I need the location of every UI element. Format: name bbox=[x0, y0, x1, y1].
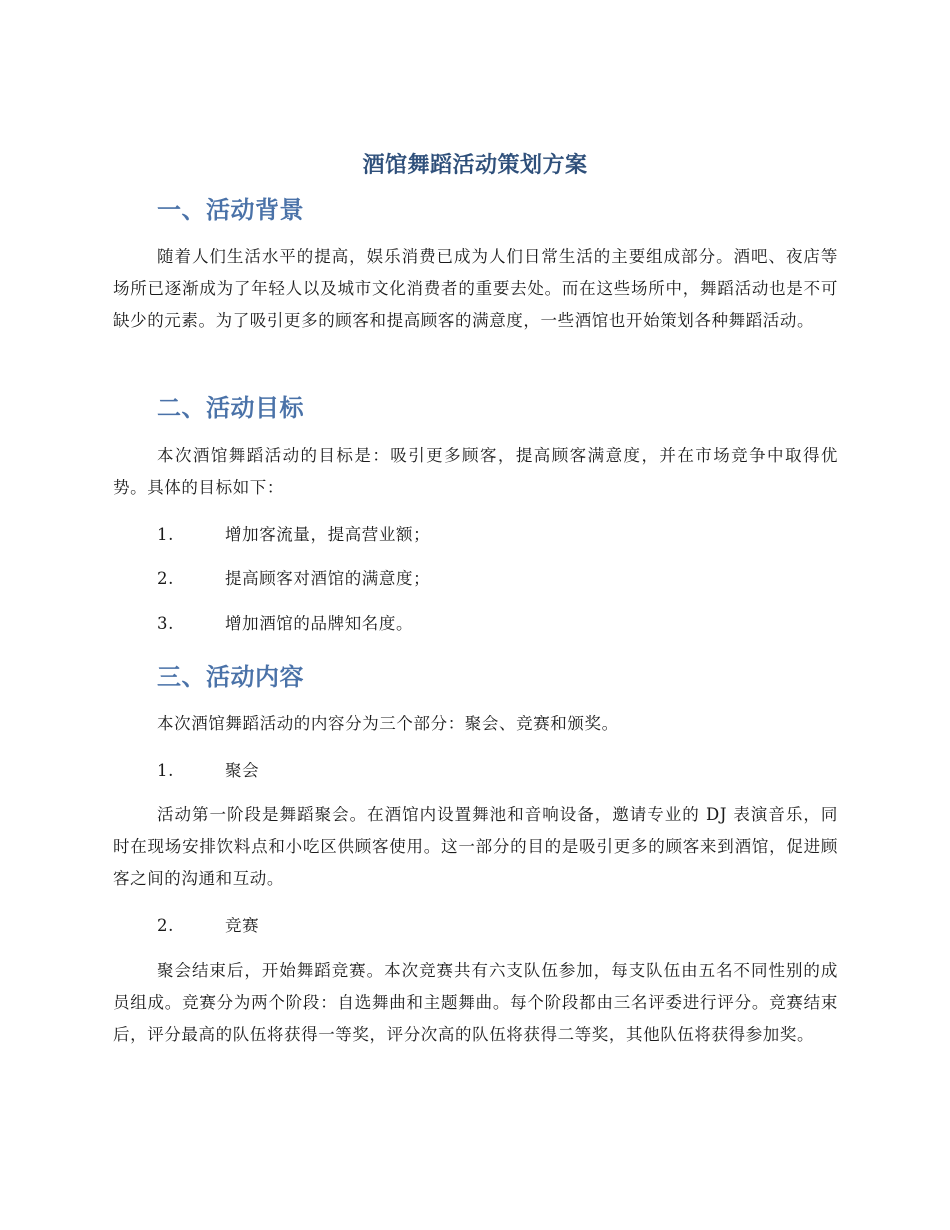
list-item bbox=[157, 565, 430, 593]
section-heading-content: 三、活动内容 bbox=[157, 663, 304, 691]
list-item-number: 1. bbox=[157, 525, 174, 544]
part-number: 2. bbox=[157, 916, 174, 935]
part-heading bbox=[157, 912, 259, 940]
part-paragraph-competition: 聚会结束后，开始舞蹈竞赛。本次竞赛共有六支队伍参加，每支队伍由五名不同性别的成员组成。竞赛分为两个阶段：自选舞曲和主题舞曲。每个阶段都由三名评委进行评分。竞赛结束后，评分最高的队伍将获得一等奖，评分次高的队伍将获得二等奖，其他队伍将获得参加奖。 bbox=[113, 961, 838, 1044]
list-item-number: 3. bbox=[157, 614, 174, 633]
section-heading-background: 一、活动背景 bbox=[157, 196, 304, 224]
list-item-text: 增加客流量，提高营业额； bbox=[225, 525, 431, 544]
part-paragraph-gathering: 活动第一阶段是舞蹈聚会。在酒馆内设置舞池和音响设备，邀请专业的 DJ 表演音乐，同时在现场安排饮料点和小吃区供顾客使用。这一部分的目的是吸引更多的顾客来到酒馆，促进顾客之间的沟通和互动。 bbox=[113, 805, 838, 888]
section-heading-goals: 二、活动目标 bbox=[157, 394, 304, 422]
part-label: 竞赛 bbox=[225, 916, 260, 935]
document-title: 酒馆舞蹈活动策划方案 bbox=[362, 153, 588, 178]
part-label: 聚会 bbox=[225, 761, 260, 780]
background-paragraph: 随着人们生活水平的提高，娱乐消费已成为人们日常生活的主要组成部分。酒吧、夜店等场所已逐渐成为了年轻人以及城市文化消费者的重要去处。而在这些场所中，舞蹈活动也是不可缺少的元素。为了吸引更多的顾客和提高顾客的满意度，一些酒馆也开始策划各种舞蹈活动。 bbox=[113, 247, 838, 330]
list-item-text: 提高顾客对酒馆的满意度； bbox=[225, 569, 431, 588]
content-paragraph: 本次酒馆舞蹈活动的内容分为三个部分：聚会、竞赛和颁奖。 bbox=[157, 714, 619, 733]
list-item-text: 增加酒馆的品牌知名度。 bbox=[225, 614, 414, 633]
part-heading bbox=[157, 757, 259, 785]
list-item bbox=[157, 521, 430, 549]
part-number: 1. bbox=[157, 761, 174, 780]
list-item bbox=[157, 610, 413, 638]
goals-paragraph: 本次酒馆舞蹈活动的目标是：吸引更多顾客，提高顾客满意度，并在市场竞争中取得优势。具体的目标如下： bbox=[113, 446, 838, 497]
list-item-number: 2. bbox=[157, 569, 174, 588]
